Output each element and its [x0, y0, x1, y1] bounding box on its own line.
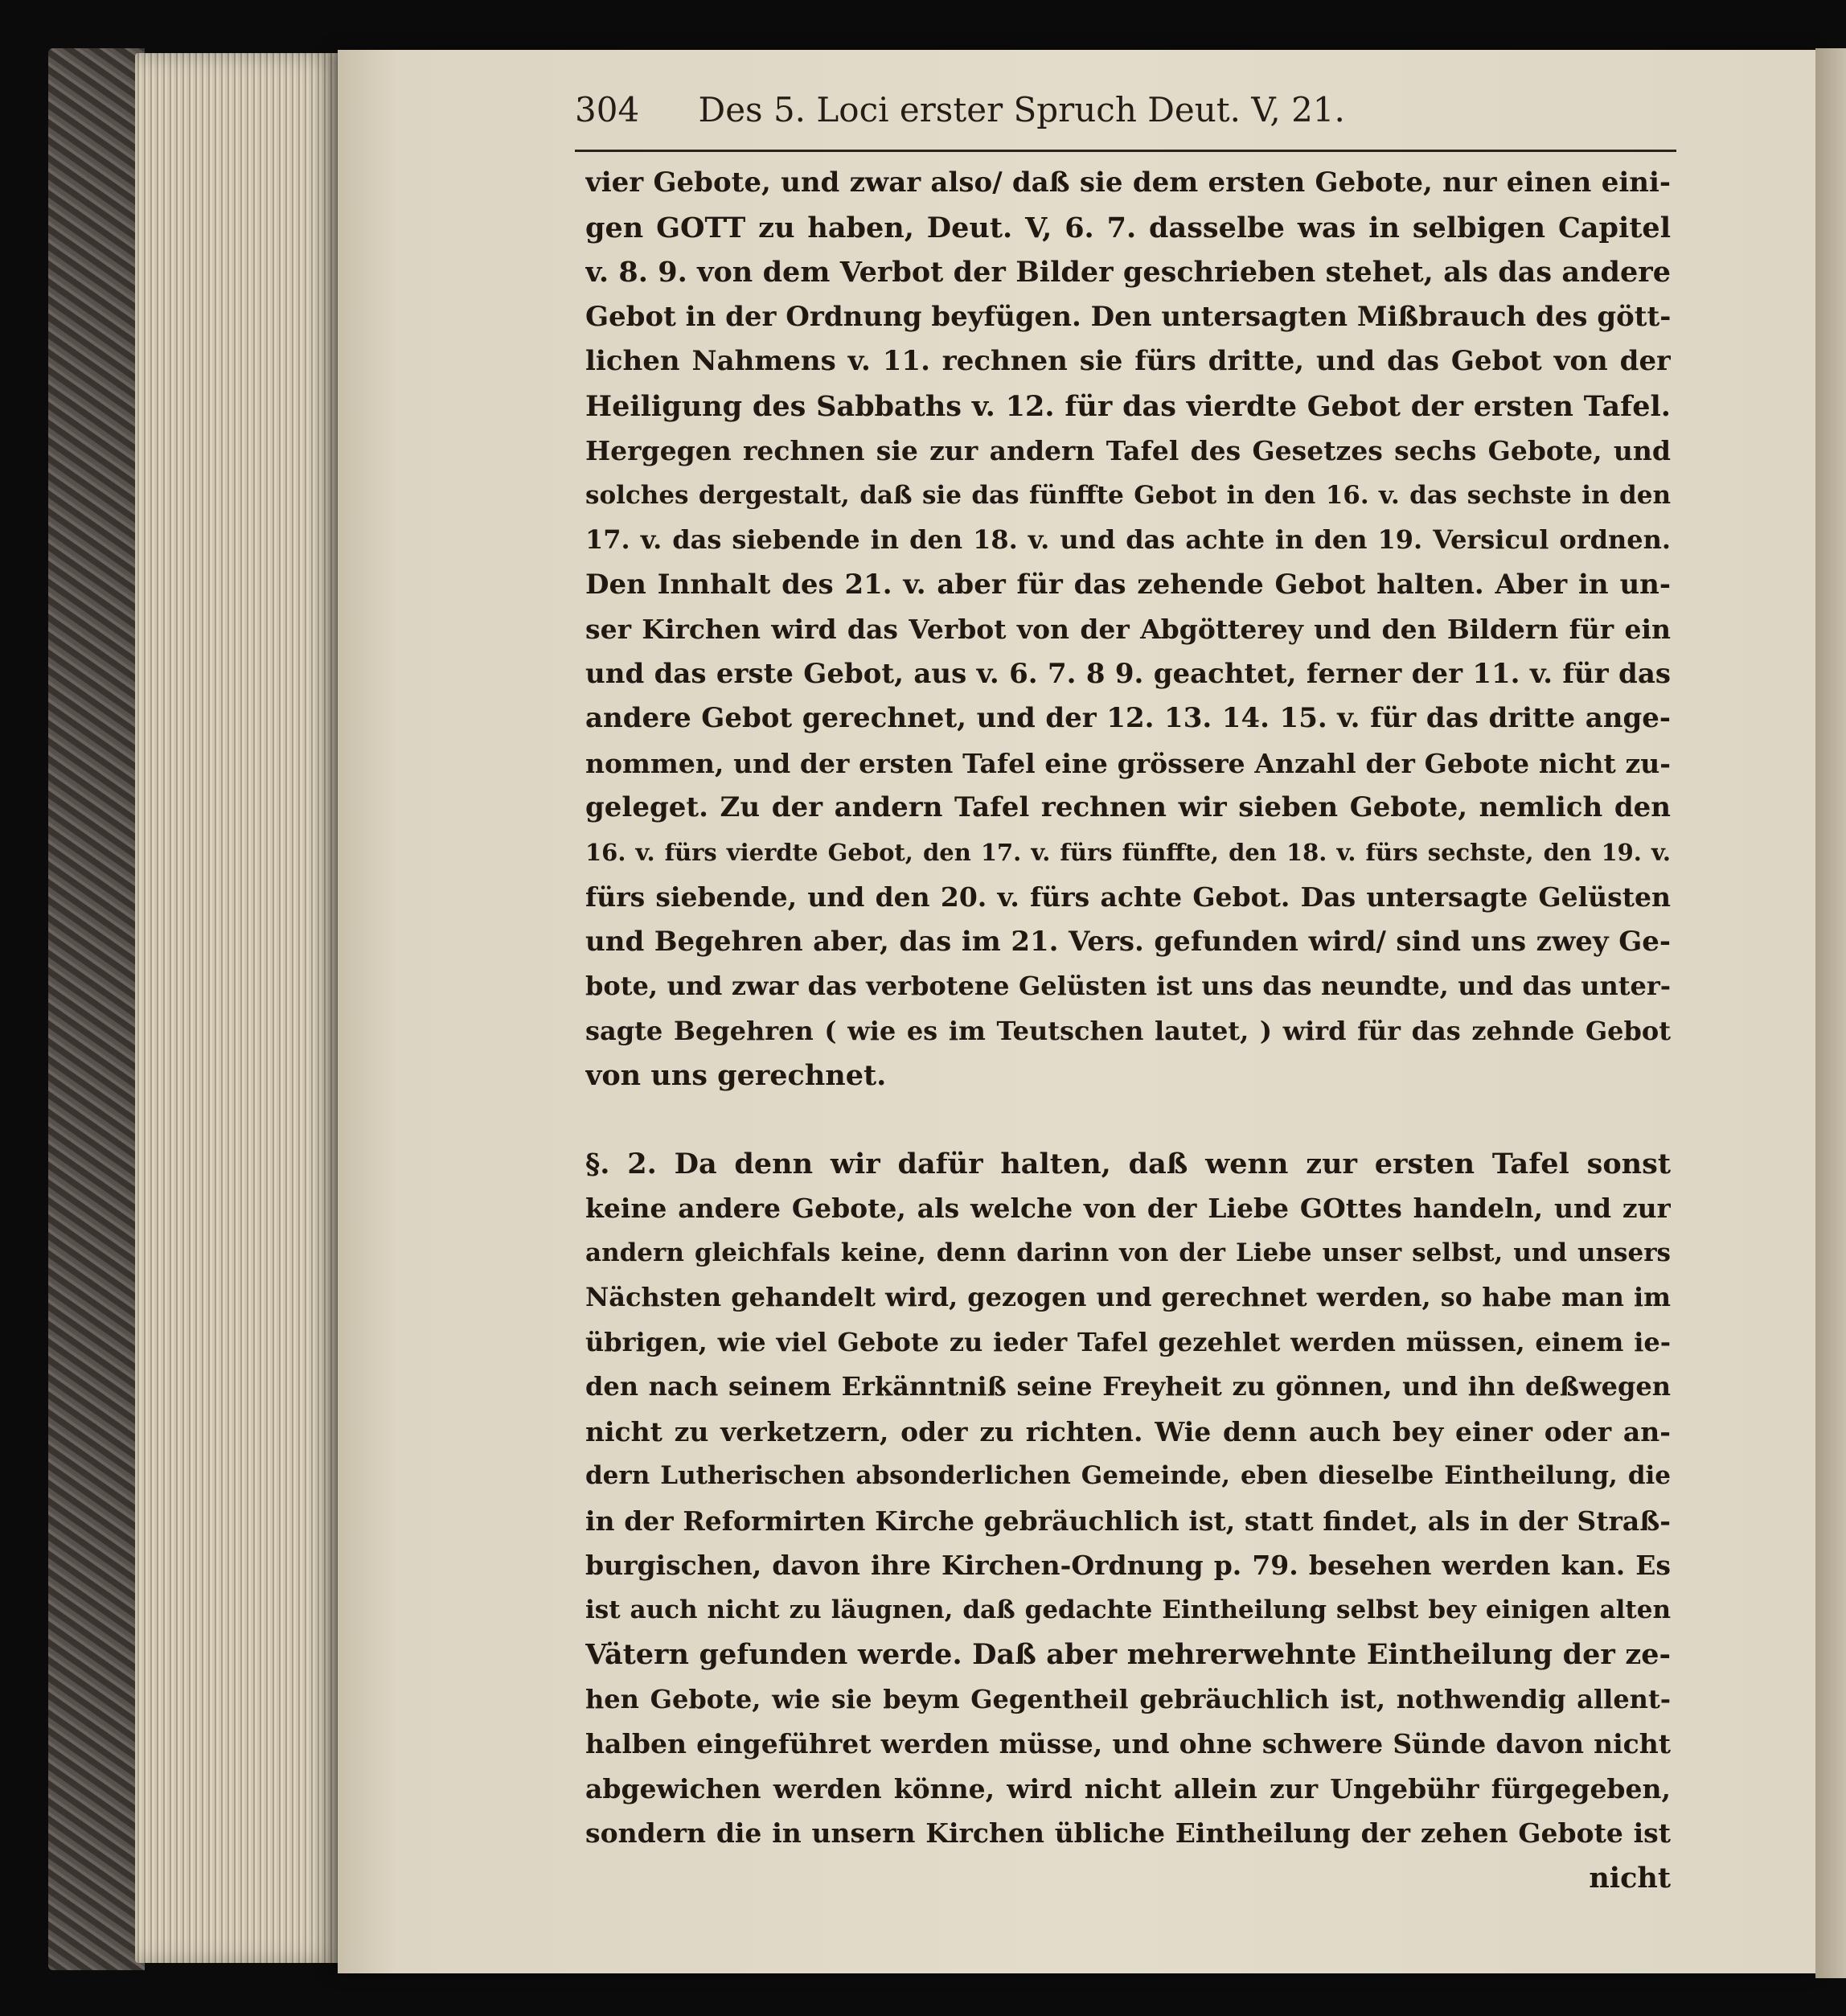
header-rule — [575, 150, 1676, 152]
page-number: 304 — [575, 90, 640, 129]
text-line: ist auch nicht zu läugnen, daß gedachte Eintheilung selbst bey einigen alten — [585, 1595, 1671, 1624]
text-line: v. 8. 9. von dem Verbot der Bilder geschrieben stehet, als das andere — [585, 256, 1671, 289]
text-line: gen GOTT zu haben, Deut. V, 6. 7. dasselbe was in selbigen Capitel — [585, 211, 1671, 244]
text-line: Nächsten gehandelt wird, gezogen und gerechnet werden, so habe man im — [585, 1282, 1671, 1312]
text-line: sagte Begehren ( wie es im Teutschen lautet, ) wird für das zehnde Gebot — [585, 1015, 1671, 1046]
text-line: bote, und zwar das verbotene Gelüsten ist uns das neundte, und das unter- — [585, 971, 1671, 1001]
text-line: und das erste Gebot, aus v. 6. 7. 8 9. geachtet, ferner der 11. v. für das — [585, 657, 1671, 690]
text-line: Den Innhalt des 21. v. aber für das zehende Gebot halten. Aber in un- — [585, 568, 1671, 601]
text-line: ser Kirchen wird das Verbot von der Abgötterey und den Bildern für ein — [585, 614, 1671, 645]
text-line: nommen, und der ersten Tafel eine grössere Anzahl der Gebote nicht zu- — [585, 747, 1671, 779]
text-line: halben eingeführet werden müsse, und ohne schwere Sünde davon nicht — [585, 1728, 1671, 1759]
text-line: Hergegen rechnen sie zur andern Tafel des Gesetzes sechs Gebote, und — [585, 435, 1671, 466]
text-line: §. 2. Da denn wir dafür halten, daß wenn zur ersten Tafel sonst — [585, 1147, 1671, 1180]
text-line: hen Gebote, wie sie beym Gegentheil gebräuchlich ist, nothwendig allent- — [585, 1683, 1671, 1714]
marbled-cover — [48, 48, 145, 1970]
text-line: andern gleichfals keine, denn darinn von der Liebe unser selbst, und unsers — [585, 1238, 1671, 1267]
text-line: geleget. Zu der andern Tafel rechnen wir sieben Gebote, nemlich den — [585, 791, 1671, 823]
text-line: 16. v. fürs vierdte Gebot, den 17. v. fürs fünffte, den 18. v. fürs sechste, den 19. v. — [585, 838, 1671, 866]
text-line: nicht zu verketzern, oder zu richten. Wie denn auch bey einer oder an- — [585, 1415, 1671, 1447]
text-line: übrigen, wie viel Gebote zu ieder Tafel gezehlet werden müssen, einem ie- — [585, 1326, 1671, 1357]
text-line: lichen Nahmens v. 11. rechnen sie fürs dritte, und das Gebot von der — [585, 345, 1671, 377]
page-edges — [135, 53, 344, 1963]
text-line: Gebot in der Ordnung beyfügen. Den untersagten Mißbrauch des gött- — [585, 300, 1671, 333]
text-line: und Begehren aber, das im 21. Vers. gefunden wird/ sind uns zwey Ge- — [585, 925, 1671, 958]
text-line: in der Reformirten Kirche gebräuchlich ist, statt findet, als in der Straß- — [585, 1505, 1671, 1537]
text-line: 17. v. das siebende in den 18. v. und das achte in den 19. Versicul ordnen. — [585, 524, 1671, 555]
text-line: solches dergestalt, daß sie das fünffte Gebot in den 16. v. das sechste in den — [585, 480, 1671, 510]
text-line: andere Gebot gerechnet, und der 12. 13. 14. 15. v. für das dritte ange- — [585, 702, 1671, 734]
running-header — [575, 90, 1684, 138]
text-line: dern Lutherischen absonderlichen Gemeinde, eben dieselbe Eintheilung, die — [585, 1461, 1671, 1490]
paragraph-2 — [585, 1142, 1671, 1856]
text-line: fürs siebende, und den 20. v. fürs achte Gebot. Das untersagte Gelüsten — [585, 881, 1671, 913]
text-line: vier Gebote, und zwar also/ daß sie dem ersten Gebote, nur einen eini- — [585, 166, 1671, 199]
text-line: Heiligung des Sabbaths v. 12. für das vierdte Gebot der ersten Tafel. — [585, 389, 1671, 423]
text-line: keine andere Gebote, als welche von der Liebe GOttes handeln, und zur — [585, 1193, 1671, 1224]
body-text — [585, 161, 1671, 1900]
paragraph-1 — [585, 161, 1671, 1098]
running-title: Des 5. Loci erster Spruch Deut. V, 21. — [698, 90, 1345, 129]
catchword: nicht — [1589, 1861, 1671, 1895]
paragraph-gap — [585, 1098, 1671, 1142]
text-line: den nach seinem Erkänntniß seine Freyheit zu gönnen, und ihn deßwegen — [585, 1371, 1671, 1402]
text-line: Vätern gefunden werde. Daß aber mehrerwehnte Eintheilung der ze- — [585, 1638, 1671, 1671]
text-line: von uns gerechnet. — [585, 1059, 887, 1092]
text-line: abgewichen werden könne, wird nicht allein zur Ungebühr fürgegeben, — [585, 1772, 1671, 1805]
facing-page-edge — [1815, 48, 1846, 1978]
text-line: sondern die in unsern Kirchen übliche Eintheilung der zehen Gebote ist — [585, 1817, 1671, 1849]
text-line: burgischen, davon ihre Kirchen-Ordnung p. 79. besehen werden kan. Es — [585, 1550, 1671, 1581]
